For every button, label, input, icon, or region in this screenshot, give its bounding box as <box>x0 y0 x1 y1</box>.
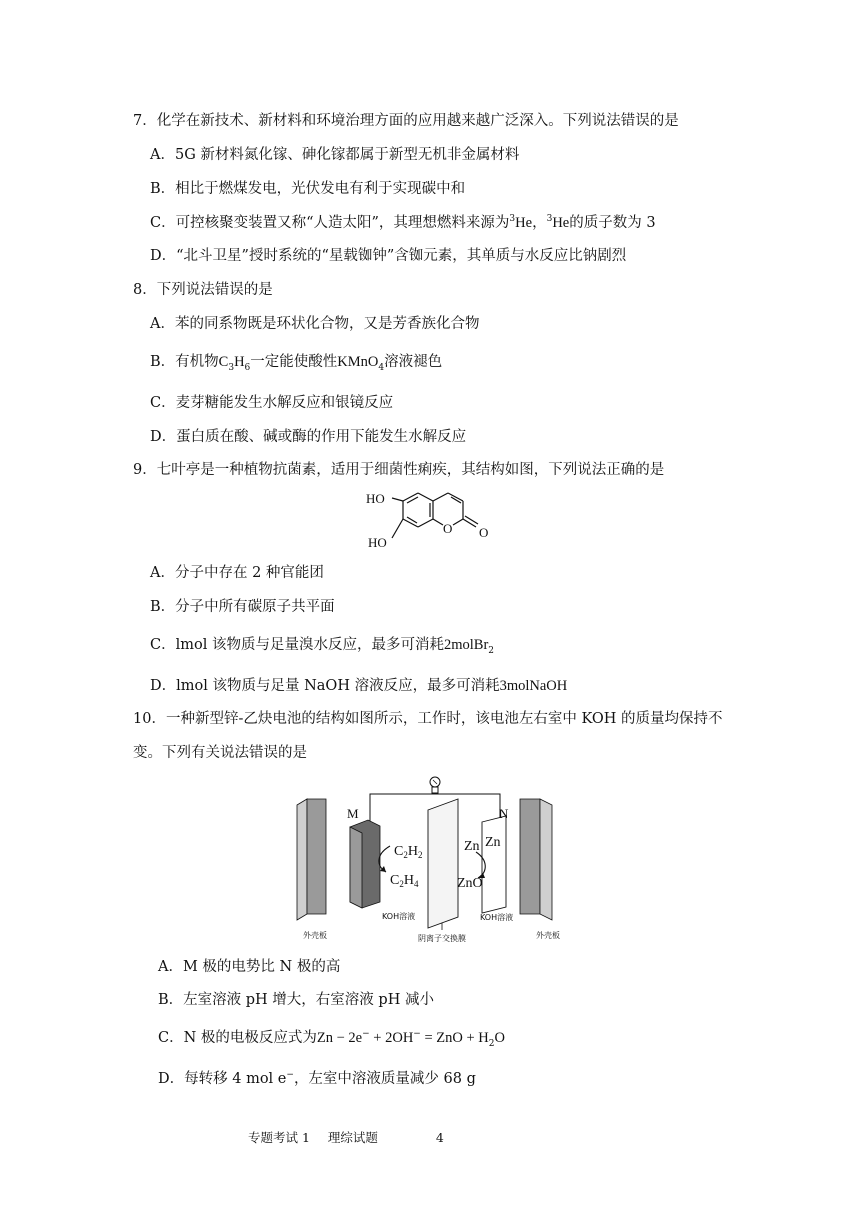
q9-option-b: B．分子中所有碳原子共平面 <box>150 599 335 615</box>
q10-c-electron-charge: − <box>362 1029 370 1040</box>
q10-c-products: = ZnO + H <box>420 1030 489 1046</box>
label-c2h2: $C_2H_2$ <box>394 844 423 860</box>
q10-d-tail: ，左室中溶液质量减少 68 g <box>293 1071 476 1087</box>
q8-b-h-sub: 6 <box>244 362 251 373</box>
battery-diagram <box>290 770 580 950</box>
m-electrode <box>350 820 380 908</box>
q8-b-text: B．有机物 <box>150 354 219 370</box>
q7-c-element2: He <box>552 215 570 231</box>
q7-c-mass2: 3 <box>546 214 553 225</box>
q8-b-mid: 一定能使酸性 <box>250 354 338 370</box>
q9-c-formula: 2molBr <box>443 637 489 653</box>
q8-b-c: C <box>218 354 229 370</box>
struct-ho-bottom: HO <box>368 535 387 550</box>
q8-stem: 8．下列说法错误的是 <box>133 282 273 298</box>
label-zno: ZnO <box>457 876 483 891</box>
q7-stem: 7．化学在新技术、新材料和环境治理方面的应用越来越广泛深入。下列说法错误的是 <box>133 113 679 129</box>
label-zn-right: Zn <box>485 835 501 850</box>
page-footer <box>248 1129 444 1147</box>
q9-c-formula-sub: 2 <box>488 645 495 656</box>
q9-d-text: D．lmol 该物质与足量 NaOH 溶液反应，最多可消耗 <box>150 678 500 694</box>
q9-c-text: C．lmol 该物质与足量溴水反应，最多可消耗 <box>150 637 444 653</box>
label-m: M <box>347 806 359 821</box>
q10-d-electron-charge: − <box>286 1070 294 1081</box>
q7-option-a: A．5G 新材料氮化镓、砷化镓都属于新型无机非金属材料 <box>150 147 520 163</box>
label-zn-left: Zn <box>464 839 480 854</box>
footer-page-number: 4 <box>435 1130 444 1145</box>
q8-option-c: C．麦芽糖能发生水解反应和银镜反应 <box>150 395 394 411</box>
label-koh-left: KOH溶液 <box>382 912 416 921</box>
q10-option-b: B．左室溶液 pH 增大，右室溶液 pH 减小 <box>158 992 434 1008</box>
footer-exam: 专题考试 1 <box>248 1130 310 1145</box>
bulb-icon <box>430 777 440 793</box>
label-koh-right: KOH溶液 <box>480 913 514 922</box>
label-c2h4: $C_2H_4$ <box>390 873 419 889</box>
right-shell-plate <box>520 799 552 920</box>
q10-c-o: O <box>494 1030 505 1046</box>
q7-option-c <box>150 213 656 233</box>
q7-option-d: D．“北斗卫星”授时系统的“星载铷钟”含铷元素，其单质与水反应比钠剧烈 <box>150 248 627 264</box>
left-shell-plate <box>297 799 326 920</box>
q10-stem-line2: 变。下列有关说法错误的是 <box>133 745 307 761</box>
q10-d-text: D．每转移 4 mol e <box>158 1071 287 1087</box>
q10-option-a: A．M 极的电势比 N 极的高 <box>158 959 341 975</box>
q7-option-b: B．相比于燃煤发电，光伏发电有利于实现碳中和 <box>150 181 466 197</box>
q10-stem-line1: 10．一种新型锌-乙炔电池的结构如图所示，工作时，该电池左右室中 KOH 的质量均保持不 <box>133 711 723 727</box>
q8-b-c-sub: 3 <box>228 362 235 373</box>
q9-option-a: A．分子中存在 2 种官能团 <box>150 565 324 581</box>
struct-carbonyl-oxygen: O <box>479 525 489 540</box>
anion-exchange-membrane <box>428 799 458 928</box>
struct-ho-top: HO <box>366 491 385 506</box>
q7-c-text: C．可控核聚变装置又称“人造太阳”，其理想燃料来源为 <box>150 215 510 231</box>
q9-option-c <box>150 635 494 655</box>
label-n: N <box>499 806 509 821</box>
q10-c-h2-sub: 2 <box>488 1038 495 1049</box>
q8-b-tail: 溶液褪色 <box>384 354 443 370</box>
label-shell-right: 外壳板 <box>536 931 560 940</box>
q8-option-a: A．苯的同系物既是环状化合物，又是芳香族化合物 <box>150 316 480 332</box>
q9-d-formula: 3molNaOH <box>499 678 568 694</box>
q8-option-d: D．蛋白质在酸、碱或酶的作用下能发生水解反应 <box>150 429 467 445</box>
label-shell-left: 外壳板 <box>303 931 327 940</box>
q7-c-tail: 的质子数为 3 <box>569 215 656 231</box>
q7-c-element1: He <box>515 215 533 231</box>
q8-b-k-sub: 4 <box>378 362 385 373</box>
q10-c-oh-charge: − <box>413 1029 421 1040</box>
q10-c-oh: + 2OH <box>369 1030 414 1046</box>
q8-b-kmno4: KMnO <box>337 354 379 370</box>
q8-option-b <box>150 352 442 372</box>
esculetin-structure <box>360 486 500 556</box>
q7-c-mass1: 3 <box>509 214 516 225</box>
q9-stem: 9．七叶亭是一种植物抗菌素，适用于细菌性痢疾，其结构如图，下列说法正确的是 <box>133 462 665 478</box>
q10-option-c <box>158 1028 505 1048</box>
label-membrane: 阴离子交换膜 <box>418 934 466 943</box>
q7-c-sep: ， <box>532 215 547 231</box>
q9-option-d <box>150 676 567 696</box>
q10-option-d <box>158 1069 476 1089</box>
struct-ring-oxygen: O <box>443 521 453 536</box>
q10-c-text: C．N 极的电极反应式为 <box>158 1030 317 1046</box>
q8-b-h: H <box>234 354 245 370</box>
footer-subject: 理综试题 <box>327 1130 378 1145</box>
q10-c-zn: Zn − 2e <box>316 1030 363 1046</box>
